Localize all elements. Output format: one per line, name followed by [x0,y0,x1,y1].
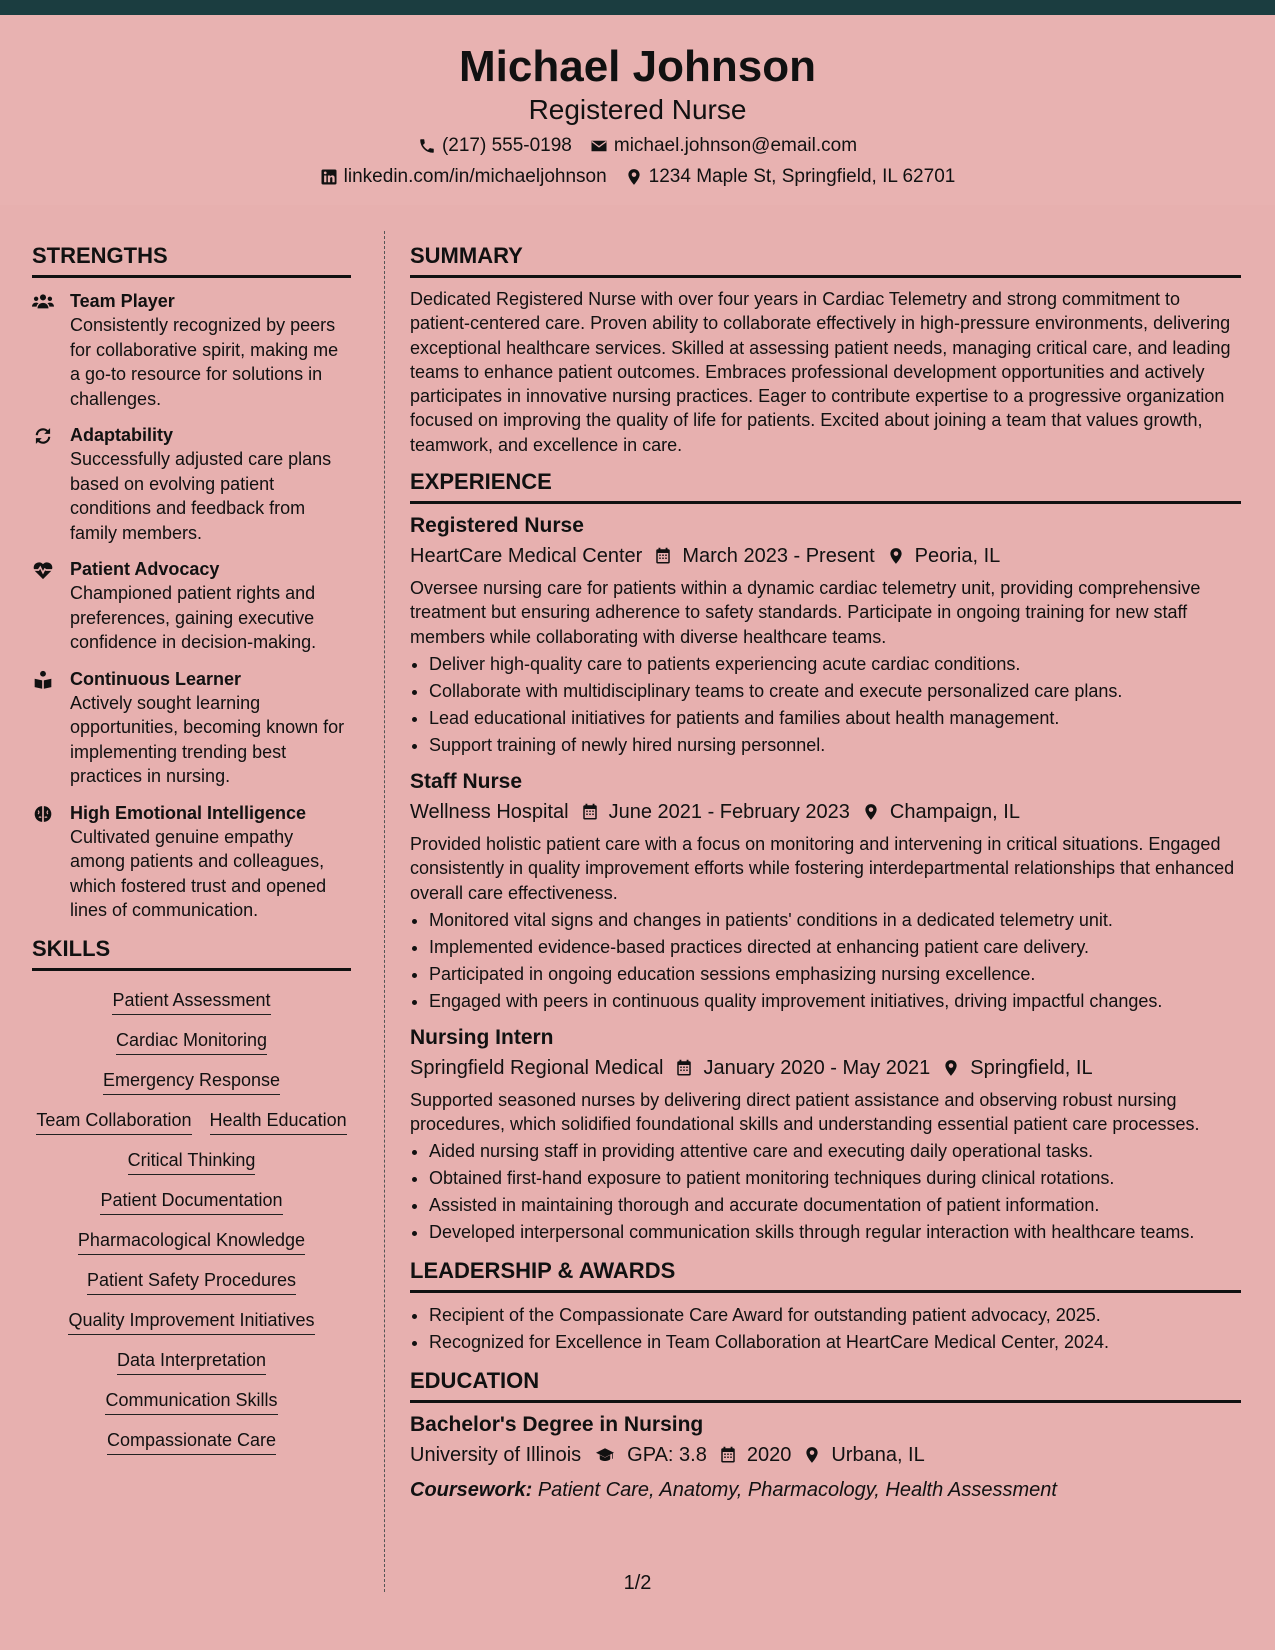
job-bullet: • Obtained first-hand exposure to patient monitoring techniques during clinical rotations. [429,1165,1241,1192]
users-icon [32,292,54,312]
brain-icon [32,804,54,824]
phone-text: (217) 555-0198 [441,135,572,156]
phone-icon [418,137,436,155]
job-meta [410,797,1241,827]
book-reader-icon [32,670,54,690]
strength-item [32,801,351,923]
job-location: Springfield, IL [970,1056,1093,1079]
job-title: Registered Nurse [410,514,584,538]
skills-list [32,989,351,1455]
job-entry [410,513,1241,759]
skill-tag: Patient Documentation [100,1189,282,1215]
calendar-icon [581,803,599,821]
strength-item [32,667,351,789]
email-text[interactable]: michael.johnson@email.com [613,135,858,156]
linkedin-icon [320,168,338,186]
job-entry [410,769,1241,1015]
top-accent-bar [0,0,1275,15]
strength-name: Continuous Learner [70,668,242,689]
map-marker-icon [942,1059,960,1077]
job-meta [410,1053,1241,1083]
job-bullet: • Aided nursing staff in providing attentive care and executing daily operational tasks. [429,1138,1241,1165]
map-marker-icon [887,547,905,565]
candidate-name: Michael Johnson [459,42,816,91]
coursework-text: Patient Care, Anatomy, Pharmacology, Health Assessment [537,1479,1057,1502]
job-bullet: • Participated in ongoing education sessions emphasizing nursing excellence. [429,961,1241,988]
education-meta [410,1440,1241,1470]
strength-item [32,423,351,545]
left-column [32,245,351,1455]
summary-heading: SUMMARY [410,245,1241,278]
strengths-heading: STRENGTHS [32,245,351,278]
skill-tag: Communication Skills [105,1389,277,1415]
skill-tag: Pharmacological Knowledge [78,1229,305,1255]
job-bullet: • Developed interpersonal communication skills through regular interaction with healthcare teams. [429,1219,1241,1246]
map-marker-icon [803,1446,821,1464]
calendar-icon [654,547,672,565]
job-bullets [410,1138,1241,1246]
job-description: Provided holistic patient care with a focus on monitoring and intervening in critical situations. Engaged consistently in quality improvement efforts while fostering interdepartmental relationships that enhanced overall care effectiveness. [410,833,1235,903]
experience-heading: EXPERIENCE [410,471,1241,504]
strength-description: Actively sought learning opportunities, becoming known for implementing trending best practices in nursing. [70,692,345,786]
job-bullets [410,651,1241,759]
map-marker-icon [625,168,643,186]
coursework-line [410,1475,1241,1505]
skill-tag: Emergency Response [103,1069,280,1095]
job-bullet: • Implemented evidence-based practices directed at enhancing patient care delivery. [429,934,1241,961]
skill-tag: Quality Improvement Initiatives [68,1309,314,1335]
calendar-icon [719,1446,737,1464]
strength-name: Team Player [70,291,175,311]
strength-description: Successfully adjusted care plans based on evolving patient conditions and feedback from family members. [70,449,332,543]
job-company: HeartCare Medical Center [410,545,643,568]
job-location: Peoria, IL [914,545,1001,568]
contact-row-2 [0,166,1275,188]
job-meta [410,541,1241,571]
address-text: 1234 Maple St, Springfield, IL 62701 [648,166,956,187]
job-location: Champaign, IL [889,800,1020,823]
strength-description: Championed patient rights and preferences, gaining executive confidence in decision-making. [70,583,317,652]
skill-tag: Compassionate Care [107,1429,276,1455]
strength-name: Patient Advocacy [70,559,220,579]
school-location: Urbana, IL [831,1444,925,1467]
job-bullet: • Assisted in maintaining thorough and accurate documentation of patient information. [429,1192,1241,1219]
job-bullet: • Deliver high-quality care to patients experiencing acute cardiac conditions. [429,651,1241,678]
education-heading: EDUCATION [410,1370,1241,1403]
email-contact[interactable] [590,135,857,157]
job-bullet: • Collaborate with multidisciplinary teams to create and execute personalized care plans. [429,678,1241,705]
gpa-text: GPA: 3.8 [627,1444,707,1467]
linkedin-contact[interactable] [320,166,607,188]
job-company: Wellness Hospital [410,800,569,823]
coursework-label: Coursework: [410,1479,533,1502]
job-dates: June 2021 - February 2023 [608,800,850,823]
graduation-cap-icon [593,1446,617,1464]
leadership-heading: LEADERSHIP & AWARDS [410,1260,1241,1293]
job-description: Oversee nursing care for patients within a dynamic cardiac telemetry unit, providing comprehensive treatment but ensuring adherence to safety standards. Participate in ongoing training for new staff members while collaborating with diverse healthcare teams. [410,578,1201,647]
award-item: • Recognized for Excellence in Team Collaboration at HeartCare Medical Center, 2024. [429,1329,1241,1356]
job-dates: March 2023 - Present [682,545,875,568]
degree-title: Bachelor's Degree in Nursing [410,1413,704,1437]
skill-tag: Critical Thinking [128,1149,256,1175]
job-dates: January 2020 - May 2021 [703,1056,931,1079]
skill-tag: Patient Assessment [112,989,270,1015]
strength-name: Adaptability [70,425,174,445]
phone-contact [418,135,572,157]
column-divider [384,231,385,1592]
resume-header [0,15,1275,205]
strength-description: Cultivated genuine empathy among patients and colleagues, which fostered trust and opened lines of communication. [70,826,327,920]
job-description: Supported seasoned nurses by delivering direct patient assistance and observing robust nursing procedures, which solidified foundational skills and understanding essential patient care processes. [410,1089,1200,1135]
job-company: Springfield Regional Medical [410,1056,664,1079]
job-title: Nursing Intern [410,1025,554,1049]
skill-tag: Data Interpretation [117,1349,266,1375]
heartbeat-icon [32,560,54,580]
strength-name: High Emotional Intelligence [70,802,307,823]
skill-tag: Team Collaboration [36,1109,191,1135]
linkedin-text[interactable]: linkedin.com/in/michaeljohnson [343,166,607,187]
skill-tag: Patient Safety Procedures [87,1269,296,1295]
page-number: 1/2 [623,1572,652,1594]
job-entry [410,1025,1241,1247]
skill-tag: Health Education [210,1109,347,1135]
envelope-icon [590,137,608,155]
candidate-title: Registered Nurse [528,94,747,125]
job-bullets [410,907,1241,1015]
address-contact [625,166,956,188]
skills-heading: SKILLS [32,938,351,971]
job-bullet: • Engaged with peers in continuous quality improvement initiatives, driving impactful changes. [429,988,1241,1015]
school-name: University of Illinois [410,1444,582,1467]
strength-description: Consistently recognized by peers for collaborative spirit, making me a go-to resource for solutions in challenges. [70,315,339,409]
strength-item [32,289,351,411]
strength-item [32,557,351,655]
summary-text: Dedicated Registered Nurse with over four years in Cardiac Telemetry and strong commitment to patient-centered care. Proven ability to collaborate effectively in high-pressure environments, delivering exceptional healthcare services. Skilled at assessing patient needs, managing critical care, and leading teams to enhance patient outcomes. Embraces professional development opportunities and actively participates in innovative nursing practices. Eager to contribute expertise to a progressive organization focused on improving the quality of life for patients. Excited about joining a team that values growth, teamwork, and excellence in care. [410,289,1231,455]
contact-row-1 [0,135,1275,157]
award-item: • Recipient of the Compassionate Care Award for outstanding patient advocacy, 2025. [429,1302,1241,1329]
skill-tag: Cardiac Monitoring [116,1029,267,1055]
job-bullet: • Lead educational initiatives for patients and families about health management. [429,705,1241,732]
calendar-icon [675,1059,693,1077]
right-column [410,245,1241,1505]
sync-icon [32,426,54,446]
job-bullet: • Support training of newly hired nursing personnel. [429,732,1241,759]
awards-list [410,1302,1241,1356]
job-title: Staff Nurse [410,769,523,793]
map-marker-icon [862,803,880,821]
graduation-year: 2020 [746,1444,792,1467]
job-bullet: • Monitored vital signs and changes in patients' conditions in a dedicated telemetry unit. [429,907,1241,934]
